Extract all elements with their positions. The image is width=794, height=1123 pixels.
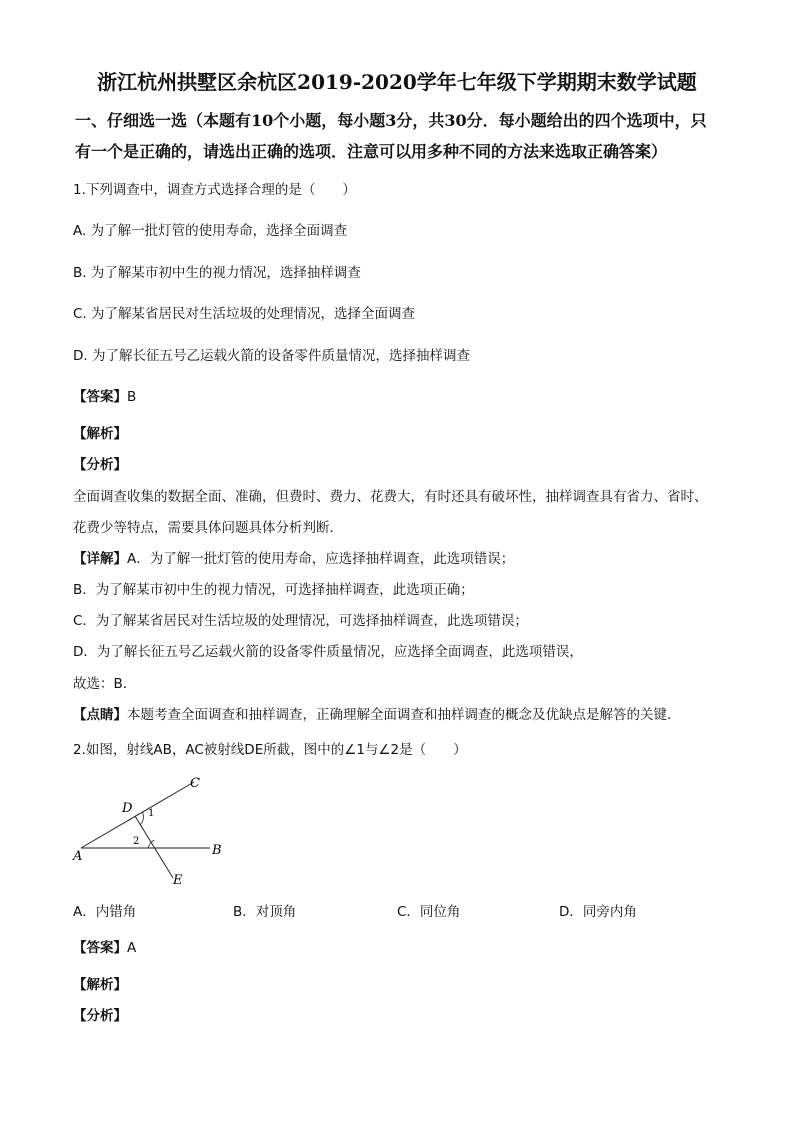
q1-detail-b: B．为了解某市初中生的视力情况，可选择抽样调查，此选项正确； [73,582,474,598]
q1-option-b: B. 为了解某市初中生的视力情况，选择抽样调查 [73,265,361,281]
q2-answer [73,936,136,956]
ray-de [135,816,173,878]
answer-tag: 【答案】 [73,940,127,956]
answer-tag: 【答案】 [73,389,127,405]
document-title: 浙江杭州拱墅区余杭区2019-2020学年七年级下学期期末数学试题 [97,70,697,94]
label-d: D [122,801,133,816]
section-heading-line2: 有一个是正确的，请选出正确的选项．注意可以用多种不同的方法来选取正确答案） [75,142,668,161]
section-heading-line1: 一、仔细选一选（本题有10个小题，每小题3分，共30分．每小题给出的四个选项中，只 [75,111,707,130]
comment-text: 本题考查全面调查和抽样调查，正确理解全面调查和抽样调查的概念及优缺点是解答的关键． [127,707,681,723]
q1-jiexi-tag: 【解析】 [73,426,127,442]
q1-stem: 1.下列调查中，调查方式选择合理的是（ ） [73,182,356,198]
label-e: E [173,873,183,888]
label-c: C [190,776,200,791]
q1-comment [73,703,681,723]
comment-tag: 【点睛】 [73,707,127,723]
q2-jiexi-tag: 【解析】 [73,977,127,993]
q2-stem: 2.如图，射线AB，AC被射线DE所截，图中的∠1与∠2是（ ） [73,742,467,758]
q1-option-d: D. 为了解长征五号乙运载火箭的设备零件质量情况，选择抽样调查 [73,348,470,364]
q1-fenxi-tag: 【分析】 [73,457,127,473]
q1-detail-d: D．为了解长征五号乙运载火箭的设备零件质量情况，应选择全面调查，此选项错误， [73,644,583,660]
q1-analysis-line2: 花费少等特点，需要具体问题具体分析判断． [73,520,343,536]
label-angle-2: 2 [133,836,140,847]
q1-detail-c: C．为了解某省居民对生活垃圾的处理情况，可选择抽样调查，此选项错误； [73,613,528,629]
q1-option-a: A. 为了解一批灯管的使用寿命，选择全面调查 [73,223,348,239]
q2-option-d: D．同旁内角 [559,904,637,920]
q1-choose: 故选：B． [73,676,137,692]
label-angle-1: 1 [148,808,155,819]
detail-a-text: A．为了解一批灯管的使用寿命，应选择抽样调查，此选项错误； [127,551,515,567]
label-b: B [212,843,222,858]
q1-detail-a [73,547,514,567]
label-a: A [73,849,83,864]
q1-analysis-line1: 全面调查收集的数据全面、准确，但费时、费力、花费大，有时还具有破坏性，抽样调查具有省力、省时、 [73,489,708,505]
q2-option-c: C．同位角 [397,904,461,920]
q1-answer [73,385,136,405]
q2-geometry-figure [70,768,240,890]
q2-fenxi-tag: 【分析】 [73,1008,127,1024]
q2-option-b: B．对顶角 [233,904,297,920]
answer-value: B [127,389,137,405]
detail-tag: 【详解】 [73,551,127,567]
q2-option-a: A．内错角 [73,904,137,920]
answer-value: A [127,940,137,956]
q1-option-c: C. 为了解某省居民对生活垃圾的处理情况，选择全面调查 [73,306,416,322]
